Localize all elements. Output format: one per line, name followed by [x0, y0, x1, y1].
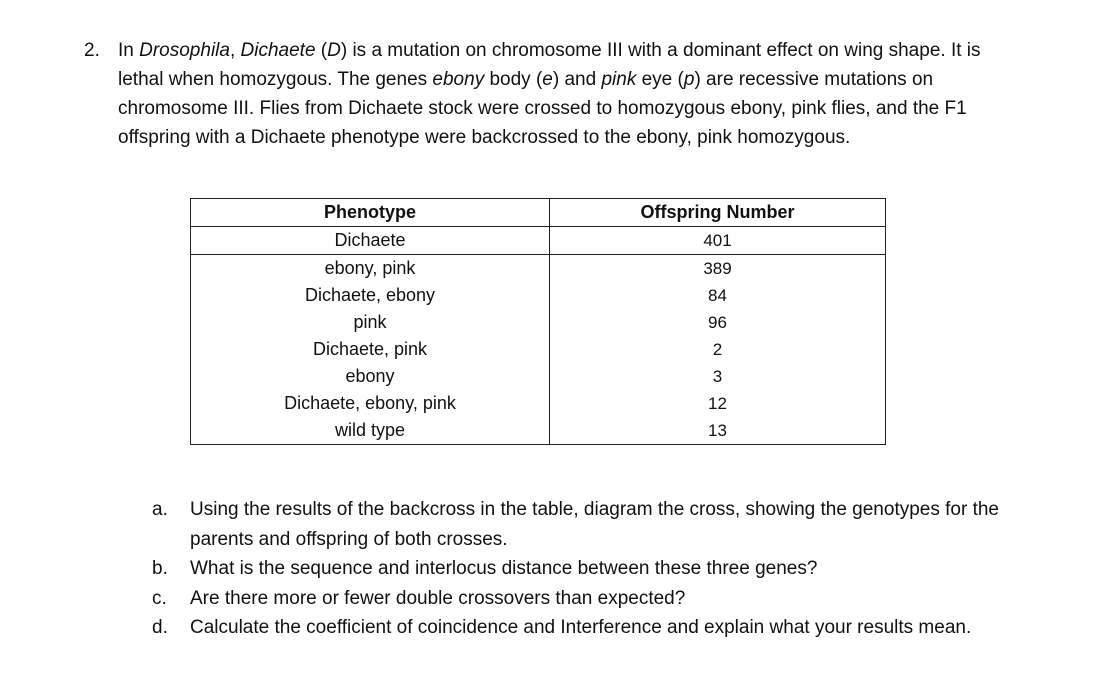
offspring-table [190, 198, 886, 445]
phenotype-cell: Dichaete, ebony [191, 282, 550, 309]
question-c [152, 584, 1052, 614]
italic-term: p [683, 69, 695, 90]
table-row [191, 390, 886, 417]
count-cell: 13 [550, 417, 886, 445]
question-label: d. [152, 617, 168, 638]
question-text: Calculate the coefficient of coincidence and Interference and explain what your results mean. [190, 617, 972, 638]
table-row [191, 255, 886, 283]
phenotype-cell: Dichaete, ebony, pink [191, 390, 550, 417]
text-run: ) is a mutation on chromosome III with a dominant effect on wing shape. It is lethal when homozygous. The genes [118, 40, 981, 90]
phenotype-cell: pink [191, 309, 550, 336]
count-cell: 401 [550, 227, 886, 255]
question-label: c. [152, 587, 167, 609]
count-cell: 96 [550, 309, 886, 336]
text-run: ( [315, 40, 328, 61]
count-cell: 3 [550, 363, 886, 390]
phenotype-cell: wild type [191, 417, 550, 445]
header-phenotype: Phenotype [191, 199, 550, 227]
question-text: Are there more or fewer double crossovers than expected? [190, 587, 686, 609]
count-cell: 84 [550, 282, 886, 309]
italic-term: e [542, 69, 553, 90]
problem-statement [84, 36, 1084, 152]
problem-text [118, 36, 988, 152]
question-list [152, 495, 1052, 643]
text-run: In [118, 40, 140, 61]
question-label: b. [152, 558, 168, 579]
count-cell: 389 [550, 255, 886, 283]
phenotype-cell: ebony [191, 363, 550, 390]
text-run: ) and [552, 69, 602, 90]
text-run: ) are recessive mutations on chromosome III. Flies from Dichaete stock were crossed to homozygous ebony, pink flies, and the F1 offspring with a Dichaete phenotype were backcrossed to the ebony, pink homozygous. [118, 69, 967, 148]
table-header-row [191, 199, 886, 227]
question-a [152, 495, 1052, 554]
italic-term: pink [601, 69, 637, 90]
table-row [191, 282, 886, 309]
italic-term: Dichaete [240, 40, 316, 61]
table-row [191, 309, 886, 336]
table-row [191, 336, 886, 363]
phenotype-cell: Dichaete, pink [191, 336, 550, 363]
header-offspring-number: Offspring Number [550, 199, 886, 227]
count-cell: 2 [550, 336, 886, 363]
text-run: eye ( [636, 69, 684, 90]
count-cell: 12 [550, 390, 886, 417]
italic-term: D [327, 40, 341, 61]
problem-number: 2. [84, 40, 100, 61]
question-b [152, 554, 1052, 584]
question-d [152, 613, 1052, 643]
table-row [191, 363, 886, 390]
question-text: Using the results of the backcross in the table, diagram the cross, showing the genotypes for the parents and offspring of both crosses. [190, 499, 999, 550]
phenotype-cell: Dichaete [191, 227, 550, 255]
question-label: a. [152, 499, 168, 520]
phenotype-cell: ebony, pink [191, 255, 550, 283]
italic-term: ebony [432, 69, 485, 90]
text-run: , [229, 40, 241, 61]
italic-term: Drosophila [139, 40, 230, 61]
table-row [191, 417, 886, 445]
question-text: What is the sequence and interlocus distance between these three genes? [190, 558, 818, 579]
table-row [191, 227, 886, 255]
text-run: body ( [484, 69, 543, 90]
